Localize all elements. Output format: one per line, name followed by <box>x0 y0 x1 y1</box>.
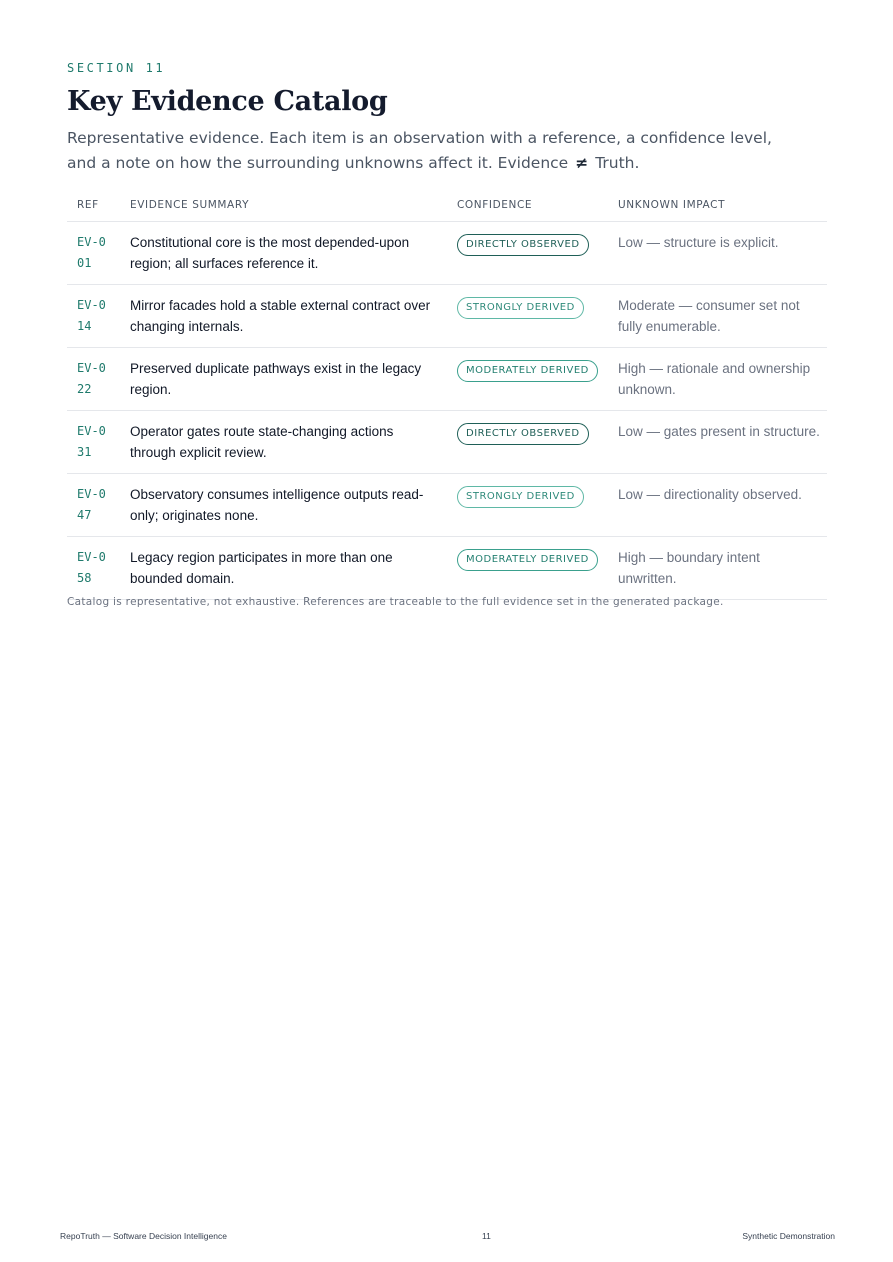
impact-cell <box>608 284 827 347</box>
lede-paragraph <box>67 126 787 176</box>
header-summary: EVIDENCE SUMMARY <box>120 190 447 221</box>
evidence-ref: EV-001 <box>77 234 106 270</box>
table-row <box>67 284 827 347</box>
unknown-impact: High — boundary intent unwritten. <box>618 549 760 586</box>
not-equal-symbol: ≠ <box>575 154 589 172</box>
confidence-badge: DIRECTLY OBSERVED <box>457 234 589 256</box>
evidence-summary: Mirror facades hold a stable external contract over changing internals. <box>130 297 431 334</box>
unknown-impact: Low — directionality observed. <box>618 486 802 502</box>
table-header-row <box>67 190 827 221</box>
table-row <box>67 347 827 410</box>
evidence-table <box>67 190 827 600</box>
summary-cell <box>120 536 447 599</box>
impact-cell <box>608 347 827 410</box>
summary-cell <box>120 410 447 473</box>
ref-cell <box>67 284 120 347</box>
confidence-cell <box>447 284 608 347</box>
ref-cell <box>67 410 120 473</box>
evidence-ref: EV-022 <box>77 360 106 396</box>
confidence-cell <box>447 347 608 410</box>
table-row <box>67 536 827 599</box>
unknown-impact: Moderate — consumer set not fully enumerable. <box>618 297 800 334</box>
evidence-ref: EV-058 <box>77 549 106 585</box>
confidence-badge: STRONGLY DERIVED <box>457 297 584 319</box>
evidence-ref: EV-047 <box>77 486 106 522</box>
ref-cell <box>67 347 120 410</box>
evidence-ref: EV-014 <box>77 297 106 333</box>
footer-left: RepoTruth — Software Decision Intelligence <box>60 1231 227 1241</box>
evidence-summary: Legacy region participates in more than one bounded domain. <box>130 549 393 586</box>
impact-cell <box>608 473 827 536</box>
confidence-badge: STRONGLY DERIVED <box>457 486 584 508</box>
summary-cell <box>120 221 447 284</box>
evidence-summary: Preserved duplicate pathways exist in the legacy region. <box>130 360 422 397</box>
confidence-badge: MODERATELY DERIVED <box>457 360 598 382</box>
table-row <box>67 410 827 473</box>
footer-right: Synthetic Demonstration <box>742 1231 835 1241</box>
header-confidence: CONFIDENCE <box>447 190 608 221</box>
ref-cell <box>67 221 120 284</box>
page-number: 11 <box>482 1231 491 1241</box>
catalog-note: Catalog is representative, not exhaustive. References are traceable to the full evidence set in the generated package. <box>67 596 724 608</box>
impact-cell <box>608 410 827 473</box>
ref-cell <box>67 473 120 536</box>
page-title: Key Evidence Catalog <box>67 86 388 117</box>
evidence-summary: Operator gates route state-changing actions through explicit review. <box>130 423 394 460</box>
lede-text: Representative evidence. Each item is an observation with a reference, a confidence level, and a note on how the surrounding unknowns affect it. Evidence <box>67 129 772 172</box>
table-body <box>67 221 827 599</box>
lede-text-end: Truth. <box>595 154 640 172</box>
unknown-impact: High — rationale and ownership unknown. <box>618 360 811 397</box>
confidence-cell <box>447 410 608 473</box>
impact-cell <box>608 536 827 599</box>
confidence-cell <box>447 536 608 599</box>
summary-cell <box>120 347 447 410</box>
summary-cell <box>120 473 447 536</box>
header-impact: UNKNOWN IMPACT <box>608 190 827 221</box>
impact-cell <box>608 221 827 284</box>
header-ref: REF <box>67 190 120 221</box>
evidence-summary: Constitutional core is the most depended-upon region; all surfaces reference it. <box>130 234 410 271</box>
table-row <box>67 473 827 536</box>
evidence-ref: EV-031 <box>77 423 106 459</box>
evidence-summary: Observatory consumes intelligence outputs read-only; originates none. <box>130 486 424 523</box>
section-eyebrow: SECTION 11 <box>67 61 166 75</box>
table-row <box>67 221 827 284</box>
summary-cell <box>120 284 447 347</box>
unknown-impact: Low — gates present in structure. <box>618 423 820 439</box>
confidence-cell <box>447 473 608 536</box>
confidence-badge: MODERATELY DERIVED <box>457 549 598 571</box>
ref-cell <box>67 536 120 599</box>
unknown-impact: Low — structure is explicit. <box>618 234 779 250</box>
confidence-badge: DIRECTLY OBSERVED <box>457 423 589 445</box>
confidence-cell <box>447 221 608 284</box>
